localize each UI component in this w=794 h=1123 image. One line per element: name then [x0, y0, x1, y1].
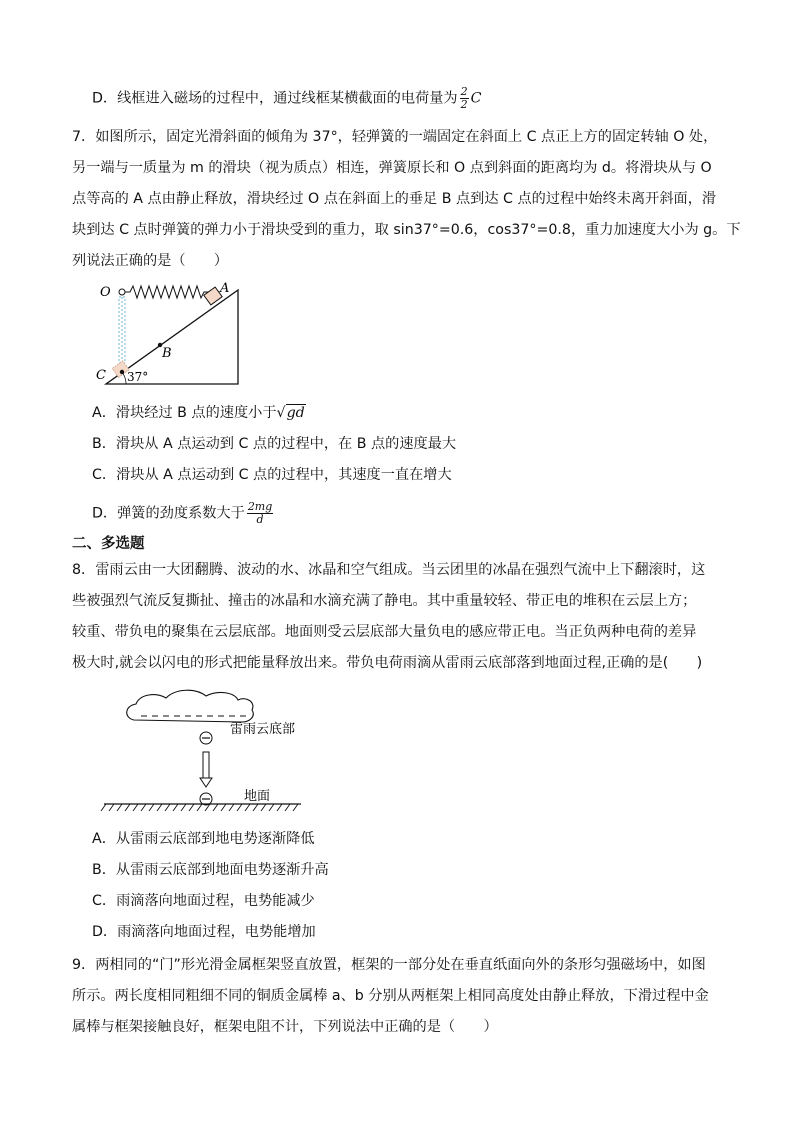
cloud-icon: [127, 690, 254, 722]
q7-stem-line-2: 另一端与一质量为 m 的滑块（视为质点）相连，弹簧原长和 O 点到斜面的距离均为 d。将滑块从与 O: [72, 160, 712, 176]
q6-fraction: $\frac{2}{2}$: [460, 85, 468, 111]
cloud-label: 雷雨云底部: [230, 722, 296, 737]
q9-stem-line-2: 所示。两长度相同粗细不同的铜质金属棒 a、b 分别从两框架上相同高度处由静止释放，下滑过程中金: [72, 988, 709, 1004]
q7-incline-figure: [96, 280, 246, 390]
label-a: A: [220, 281, 230, 296]
q8-option-d: D．雨滴落向地面过程，电势能增加: [92, 924, 316, 940]
q8-option-b: B．从雷雨云底部到地面电势逐渐升高: [92, 862, 329, 878]
q8-stem-line-4: 极大时,就会以闪电的形式把能量释放出来。带负电荷雨滴从雷雨云底部落到地面过程,正确的是( ): [72, 655, 703, 671]
q7-stem-line-5: 列说法正确的是（ ）: [72, 253, 229, 269]
q8-stem-line-1: 8．雷雨云由一大团翻腾、波动的水、冰晶和空气组成。当云团里的冰晶在强烈气流中上下翻滚时，这: [72, 562, 706, 578]
q7-option-b: B．滑块从 A 点运动到 C 点的过程中，在 B 点的速度最大: [92, 436, 457, 452]
q8-option-a: A．从雷雨云底部到地电势逐渐降低: [92, 831, 315, 847]
label-b: B: [162, 346, 172, 361]
sqrt-expression: √gd: [276, 405, 305, 421]
ground-label: 地面: [244, 789, 271, 804]
label-angle: 37°: [127, 370, 149, 384]
section-heading: 二、多选题: [72, 536, 145, 552]
q7-stem-line-4: 块到达 C 点时弹簧的弹力小于滑块受到的重力，取 sin37°=0.6，cos37°=0.8，重力加速度大小为 g。下: [72, 222, 741, 238]
q8-option-c: C．雨滴落向地面过程，电势能减少: [92, 893, 315, 909]
q8-stem-line-3: 较重、带负电的聚集在云层底部。地面则受云层底部大量负电的感应带正电。当正负两种电荷的差异: [72, 624, 697, 640]
q7-option-c: C．滑块从 A 点运动到 C 点的过程中，其速度一直在增大: [92, 467, 452, 483]
q7-stem-line-1: 7．如图所示，固定光滑斜面的倾角为 37°，轻弹簧的一端固定在斜面上 C 点正上方的固定转轴 O 处，: [72, 129, 718, 145]
label-o: O: [100, 285, 111, 300]
q7-option-d: D．弹簧的劲度系数大于 $\frac{2mg}{d}$: [92, 500, 273, 526]
q7-fraction: $\frac{2mg}{d}$: [247, 500, 273, 526]
q9-stem-line-3: 属棒与框架接触良好，框架电阻不计，下列说法中正确的是（ ）: [72, 1019, 498, 1035]
q7-stem-line-3: 点等高的 A 点由静止释放，滑块经过 O 点在斜面上的垂足 B 点到达 C 点的过程中始终未离开斜面，滑: [72, 191, 717, 207]
label-c: C: [96, 368, 106, 383]
q8-cloud-figure: [96, 686, 316, 816]
q6-option-d: D．线框进入磁场的过程中，通过线框某横截面的电荷量为 $\frac{2}{2}$ C: [92, 85, 482, 111]
q8-stem-line-2: 些被强烈气流反复撕扯、撞击的冰晶和水滴充满了静电。其中重量较轻、带正电的堆积在云层上方；: [72, 593, 697, 609]
q9-stem-line-1: 9．两相同的“门”形光滑金属框架竖直放置，框架的一部分处在垂直纸面向外的条形匀强磁场中，如图: [72, 957, 706, 973]
q7-option-a: A．滑块经过 B 点的速度小于√gd: [92, 405, 305, 421]
